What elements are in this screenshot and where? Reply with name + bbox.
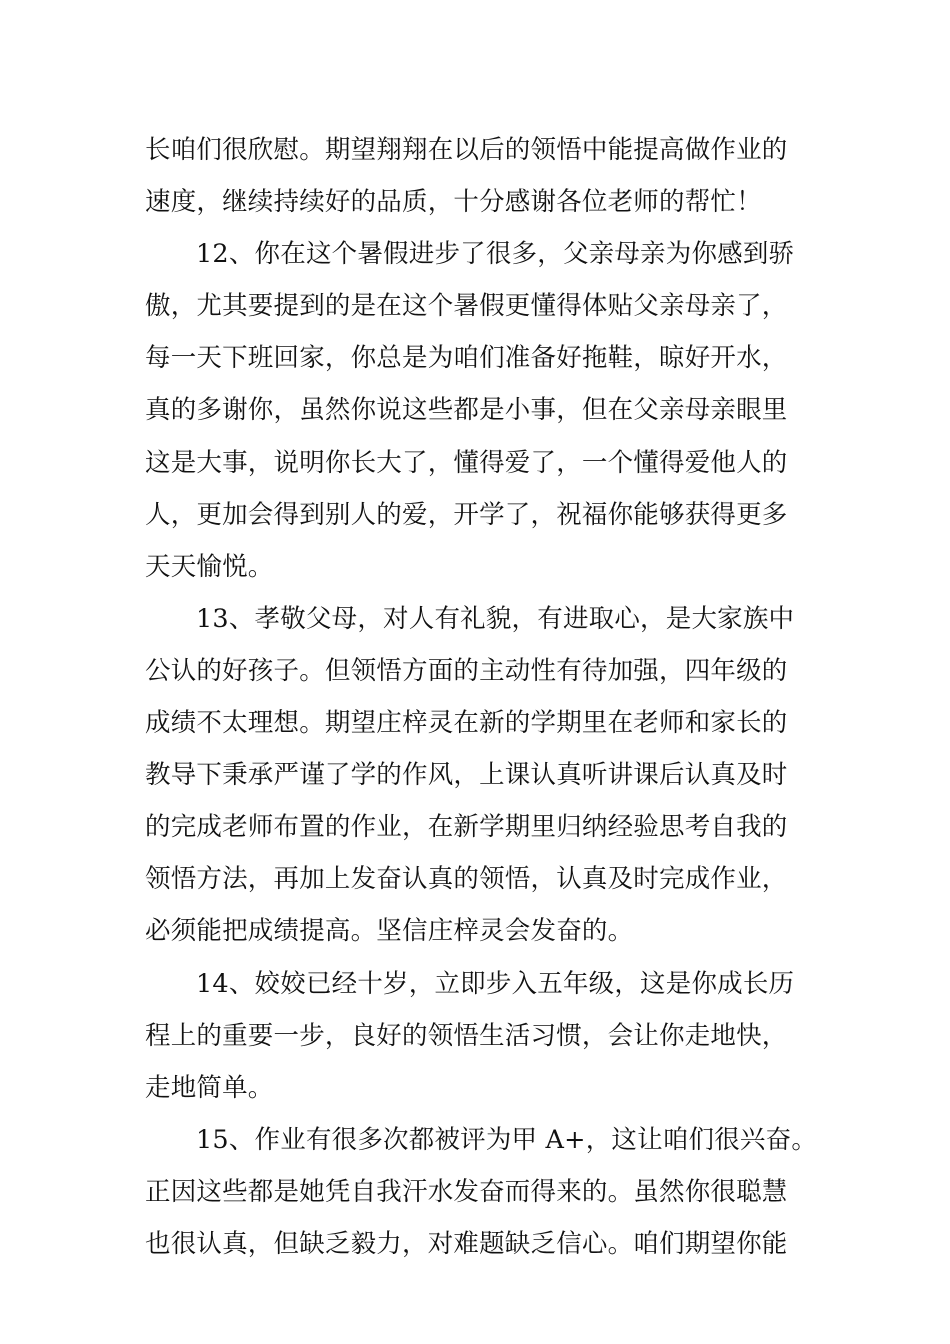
text-line: 领悟方法，再加上发奋认真的领悟，认真及时完成作业，	[145, 864, 788, 895]
text-line: 正因这些都是她凭自我汗水发奋而得来的。虽然你很聪慧	[145, 1176, 788, 1207]
paragraph-12-start: 12、你在这个暑假进步了很多，父亲母亲为你感到骄	[196, 239, 795, 270]
text-line: 长咱们很欣慰。期望翔翔在以后的领悟中能提高做作业的	[145, 135, 788, 165]
text-line: 的完成老师布置的作业，在新学期里归纳经验思考自我的	[145, 812, 788, 843]
paragraph-14-start: 14、姣姣已经十岁，立即步入五年级，这是你成长历	[196, 968, 795, 999]
text-line: 人，更加会得到别人的爱，开学了，祝福你能够获得更多	[145, 499, 788, 530]
text-line: 公认的好孩子。但领悟方面的主动性有待加强，四年级的	[145, 655, 788, 686]
text-line: 速度，继续持续好的品质，十分感谢各位老师的帮忙！	[145, 187, 762, 218]
paragraph-13-start: 13、孝敬父母，对人有礼貌，有进取心，是大家族中	[196, 603, 795, 634]
text-line: 每一天下班回家，你总是为咱们准备好拖鞋，晾好开水，	[145, 343, 788, 374]
document-body	[145, 124, 818, 1270]
text-line: 天天愉悦。	[145, 551, 274, 582]
text-line: 教导下秉承严谨了学的作风，上课认真听讲课后认真及时	[145, 760, 788, 791]
text-line: 必须能把成绩提高。坚信庄梓灵会发奋的。	[145, 916, 634, 947]
text-line: 也很认真，但缺乏毅力，对难题缺乏信心。咱们期望你能	[145, 1228, 788, 1259]
text-line: 真的多谢你，虽然你说这些都是小事，但在父亲母亲眼里	[145, 395, 788, 426]
text-line: 程上的重要一步，良好的领悟生活习惯，会让你走地快，	[145, 1020, 788, 1051]
text-line: 这是大事，说明你长大了，懂得爱了，一个懂得爱他人的	[145, 447, 788, 478]
paragraph-15-start: 15、作业有很多次都被评为甲 A+，这让咱们很兴奋。	[196, 1124, 818, 1155]
text-line: 成绩不太理想。期望庄梓灵在新的学期里在老师和家长的	[145, 708, 788, 739]
text-line: 走地简单。	[145, 1072, 274, 1103]
text-line: 傲，尤其要提到的是在这个暑假更懂得体贴父亲母亲了，	[145, 291, 788, 322]
